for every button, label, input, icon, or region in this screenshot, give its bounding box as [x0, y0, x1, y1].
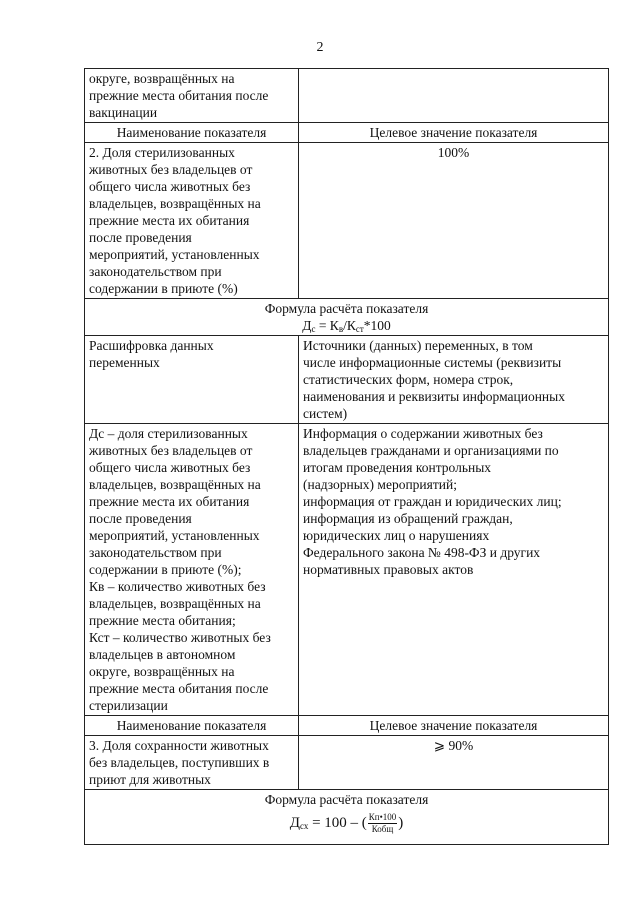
formula-1-lhs: Д — [302, 318, 312, 333]
formula-2-close: ) — [398, 814, 404, 831]
table-row — [85, 143, 609, 299]
formula-2-lhs: Д — [289, 814, 300, 831]
table-row — [85, 736, 609, 790]
formula-2-title: Формула расчёта показателя — [264, 792, 429, 807]
formula-1-k1-sub: в — [338, 324, 344, 334]
formula-2-denominator: Кобщ — [371, 824, 394, 834]
indicator-2-target: 100% — [299, 143, 609, 299]
formula-2 — [89, 808, 604, 835]
sources-header: Источники (данных) переменных, в том числе информационные системы (реквизиты статистических форм, номера строк, наименования и реквизиты информационных систем) — [299, 336, 609, 424]
variables-description: Дс – доля стерилизованных животных без владельцев от общего числа животных без владельцев, возвращённых на прежние места их обитания после проведения мероприятий, установленных законодательством при содержании в приюте (%); Кв – количество животных без владельцев, возвращённых на прежние места обитания; Кст – количество животных без владельцев в автономном округе, возвращённых на прежние места обитания после стерилизации — [85, 424, 299, 716]
indicator-3-text: 3. Доля сохранности животных без владельцев, поступивших в приют для животных — [85, 736, 299, 790]
continued-indicator-target — [299, 69, 609, 123]
table-header-row — [85, 123, 609, 143]
formula-1-tail: *100 — [363, 318, 391, 333]
formula-2-lhs-sub: сх — [299, 820, 309, 831]
column-header-name: Наименование показателя — [85, 123, 299, 143]
column-header-name: Наименование показателя — [85, 716, 299, 736]
formula-2-mid: = 100 – ( — [308, 814, 367, 831]
indicators-table — [84, 68, 609, 845]
continued-indicator-text: округе, возвращённых на прежние места обитания после вакцинации — [85, 69, 299, 123]
formula-1-lhs-sub: с — [311, 324, 316, 334]
formula-row — [85, 299, 609, 336]
formula-1-k2-sub: ст — [355, 324, 364, 334]
formula-1-title: Формула расчёта показателя — [264, 301, 429, 316]
column-header-target: Целевое значение показателя — [299, 716, 609, 736]
sources-description: Информация о содержании животных без владельцев гражданами и организациями по итогам проведения контрольных (надзорных) мероприятий; информация от граждан и юридических лиц; информация из обращений граждан, юридических лиц о нарушениях Федерального закона № 498-ФЗ и других нормативных правовых актов — [299, 424, 609, 716]
indicator-3-target: ⩾ 90% — [299, 736, 609, 790]
page-number: 2 — [316, 40, 324, 55]
formula-2-cell — [85, 790, 609, 845]
table-header-row — [85, 716, 609, 736]
formula-1-cell — [85, 299, 609, 336]
table-header-row — [85, 336, 609, 424]
formula-1-slash: /К — [343, 318, 356, 333]
variables-header: Расшифровка данных переменных — [85, 336, 299, 424]
table-row — [85, 69, 609, 123]
formula-row — [85, 790, 609, 845]
formula-2-fraction — [368, 812, 397, 835]
indicator-2-text: 2. Доля стерилизованных животных без владельцев от общего числа животных без владельцев, возвращённых на прежние места их обитания после проведения мероприятий, установленных законодательством при содержании в приюте (%) — [85, 143, 299, 299]
column-header-target: Целевое значение показателя — [299, 123, 609, 143]
table-row — [85, 424, 609, 716]
formula-2-numerator: Кп•100 — [368, 812, 397, 822]
formula-1 — [89, 317, 604, 334]
formula-1-eq: = К — [315, 318, 339, 333]
